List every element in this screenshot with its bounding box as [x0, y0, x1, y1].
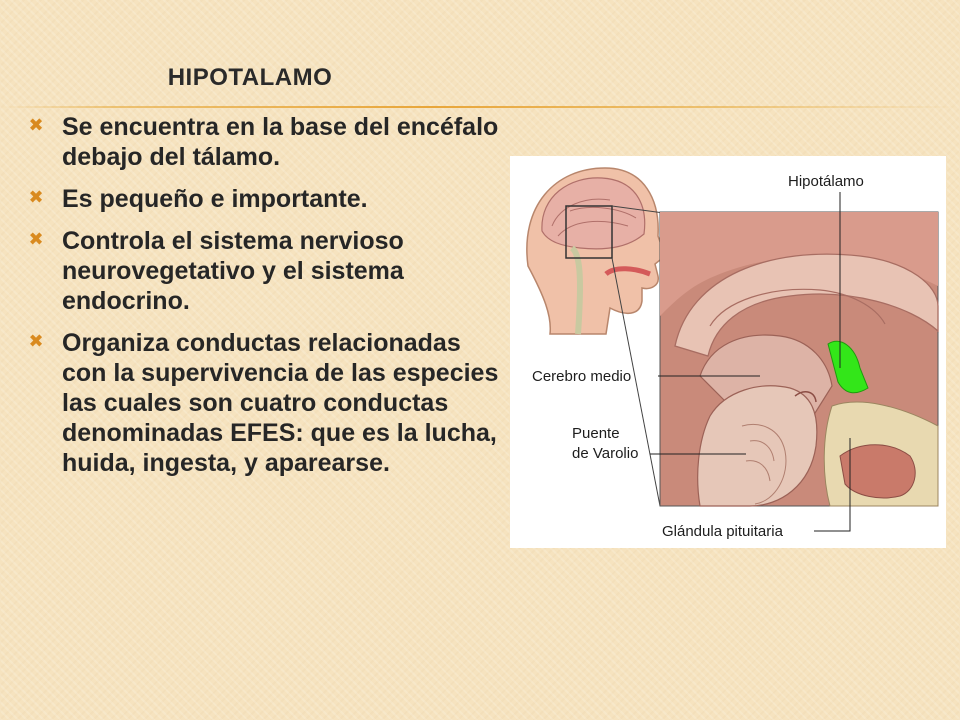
- bullet-text: Se encuentra en la base del encéfalo debajo del tálamo.: [62, 113, 499, 171]
- title-divider: [0, 106, 960, 108]
- x-bullet-icon: ✖: [28, 229, 44, 249]
- label-glandula-pituitaria: Glándula pituitaria: [662, 523, 783, 540]
- list-item: [26, 184, 506, 214]
- x-bullet-icon: ✖: [28, 115, 44, 135]
- head-inset: [527, 168, 665, 334]
- bullet-list: [26, 112, 506, 490]
- bullet-text: Es pequeño e importante.: [62, 185, 368, 213]
- brain-enlargement: [660, 212, 938, 506]
- bullet-text: Controla el sistema nervioso neurovegetativo y el sistema endocrino.: [62, 227, 404, 315]
- label-de-varolio: de Varolio: [572, 445, 639, 462]
- bullet-text: Organiza conductas relacionadas con la supervivencia de las especies las cuales son cuatro conductas denominadas EFES: que es la lucha, huida, ingesta, y aparearse.: [62, 329, 499, 477]
- label-cerebro-medio: Cerebro medio: [532, 368, 632, 385]
- list-item: [26, 112, 506, 172]
- x-bullet-icon: ✖: [28, 331, 44, 351]
- list-item: [26, 328, 506, 478]
- label-puente: Puente: [572, 425, 620, 442]
- brain-illustration: [510, 156, 946, 548]
- label-hipotalamo: Hipotálamo: [788, 173, 864, 190]
- list-item: [26, 226, 506, 316]
- x-bullet-icon: ✖: [28, 187, 44, 207]
- slide-title: HIPOTALAMO: [167, 64, 333, 91]
